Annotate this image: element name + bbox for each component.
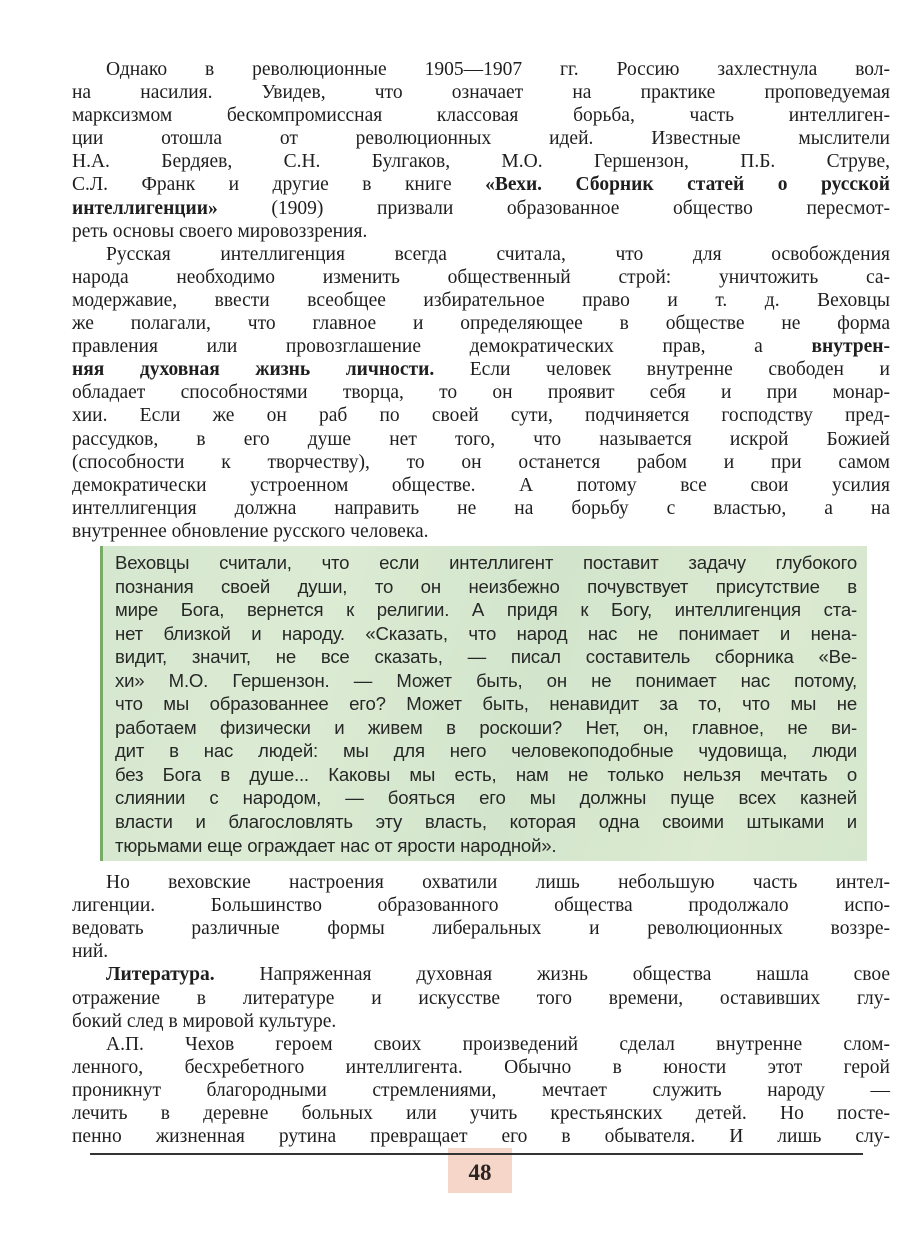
body-text — [72, 58, 890, 1148]
text-line — [72, 358, 890, 381]
bold-text: «Вехи. Сборник статей о русской — [485, 174, 890, 196]
quote-line: Веховцы считали, что если интеллигент поставит задачу глубокого — [115, 551, 857, 573]
quote-line: познания своей души, то он неизбежно почувствует присутствие в — [115, 575, 857, 597]
text-line: отражение в литературе и искусстве того времени, оставивших глу- — [72, 987, 890, 1009]
text-segment: (1909) призвали образованное общество пересмот- — [217, 197, 890, 219]
text-line: ведовать различные формы либеральных и революционных воззре- — [72, 918, 890, 940]
text-line: демократически устроенном обществе. А потому все свои усилия — [72, 474, 890, 496]
quote-block — [100, 546, 867, 861]
text-line: ции отошла от революционных идей. Известные мыслители — [72, 128, 890, 150]
quote-line: мире Бога, вернется к религии. А придя к Богу, интеллигенция ста- — [115, 599, 857, 621]
quote-line: слиянии с народом, — бояться его мы должны пуще всех казней — [115, 787, 857, 809]
footer-rule — [90, 1153, 863, 1155]
quote-line: хи» М.О. Гершензон. — Может быть, он не понимает нас потому, — [115, 669, 857, 691]
text-line: лигенции. Большинство образованного общества продолжало испо- — [72, 895, 890, 917]
text-line: Однако в революционные 1905—1907 гг. Россию захлестнула вол- — [106, 59, 890, 80]
quote-line: без Бога в душе... Каковы мы есть, нам не только нельзя мечтать о — [115, 763, 857, 785]
text-line — [72, 173, 890, 196]
quote-line: что мы образованнее его? Может быть, ненавидит за то, что мы не — [115, 693, 857, 715]
text-line: бокий след в мировой культуре. — [72, 1010, 337, 1032]
text-line: народа необходимо изменить общественный строй: уничтожить са- — [72, 266, 890, 288]
text-line — [72, 963, 890, 986]
paragraph — [72, 871, 890, 963]
text-line: Н.А. Бердяев, С.Н. Булгаков, М.О. Гершензон, П.Б. Струве, — [72, 151, 890, 173]
text-line: пенно жизненная рутина превращает его в обывателя. И лишь слу- — [72, 1126, 890, 1148]
text-line: же полагали, что главное и определяющее в обществе не форма — [72, 313, 890, 335]
paragraph — [72, 58, 890, 243]
quote-line: работаем физически и живем в роскоши? Нет, он, главное, не ви- — [115, 716, 857, 738]
text-line — [72, 197, 890, 220]
bold-text: интеллигенции» — [72, 197, 218, 219]
text-line: (способности к творчеству), то он останется рабом и при самом — [72, 451, 890, 473]
quote-line: дит в нас людей: мы для него человекоподобные чудовища, люди — [115, 740, 857, 762]
quote-line: тюрьмами еще ограждает нас от ярости народной». — [115, 834, 557, 856]
text-line: обладает способностями творца, то он проявит себя и при монар- — [72, 382, 890, 404]
page-number: 48 — [468, 1160, 492, 1185]
text-segment: С.Л. Франк и другие в книге — [72, 174, 486, 196]
text-line: Но веховские настроения охватили лишь небольшую часть интел- — [106, 872, 890, 894]
text-line: лечить в деревне больных или учить крестьянских детей. Но посте- — [72, 1103, 890, 1125]
text-line: ний. — [72, 941, 109, 963]
paragraph — [72, 963, 890, 1032]
text-line: реть основы своего мировоззрения. — [72, 220, 368, 242]
text-line: марксизмом бескомпромиссная классовая борьба, часть интеллиген- — [72, 105, 890, 127]
text-segment: правления или провозглашение демократических прав, а — [72, 336, 812, 358]
text-line: А.П. Чехов героем своих произведений сделал внутренне слом- — [106, 1033, 890, 1055]
text-line: интеллигенция должна направить не на борьбу с властью, а на — [72, 497, 890, 519]
text-line — [72, 335, 890, 358]
bold-text: внутрен- — [811, 336, 890, 358]
text-line: модержавие, ввести всеобщее избирательное право и т. д. Веховцы — [72, 289, 890, 311]
quote-line: видит, значит, не все сказать, — писал составитель сборника «Ве- — [115, 646, 857, 668]
text-line: Русская интеллигенция всегда считала, что для освобождения — [106, 243, 890, 265]
text-line: хии. Если же он раб по своей сути, подчиняется господству пред- — [72, 405, 890, 427]
quote-line: нет близкой и народу. «Сказать, что народ нас не понимает и нена- — [115, 622, 857, 644]
text-line: на насилия. Увидев, что означает на практике проповедуемая — [72, 82, 890, 104]
section-lead-bold: Литература. — [106, 964, 215, 986]
text-line: внутреннее обновление русского человека. — [72, 520, 429, 542]
bold-text: няя духовная жизнь личности. — [72, 359, 435, 381]
quote-line: власти и благословлять эту власть, которая одна своими штыками и — [115, 810, 857, 832]
text-line: рассудков, в его душе нет того, что называется искрой Божией — [72, 428, 890, 450]
paragraph — [72, 1033, 890, 1148]
text-line: проникнут благородными стремлениями, мечтает служить народу — — [72, 1079, 890, 1101]
paragraph — [72, 243, 890, 543]
text-segment: Если человек внутренне свободен и — [434, 359, 890, 381]
text-segment: Напряженная духовная жизнь общества нашла свое — [214, 964, 890, 986]
text-line: ленного, бесхребетного интеллигента. Обычно в юности этот герой — [72, 1056, 890, 1078]
